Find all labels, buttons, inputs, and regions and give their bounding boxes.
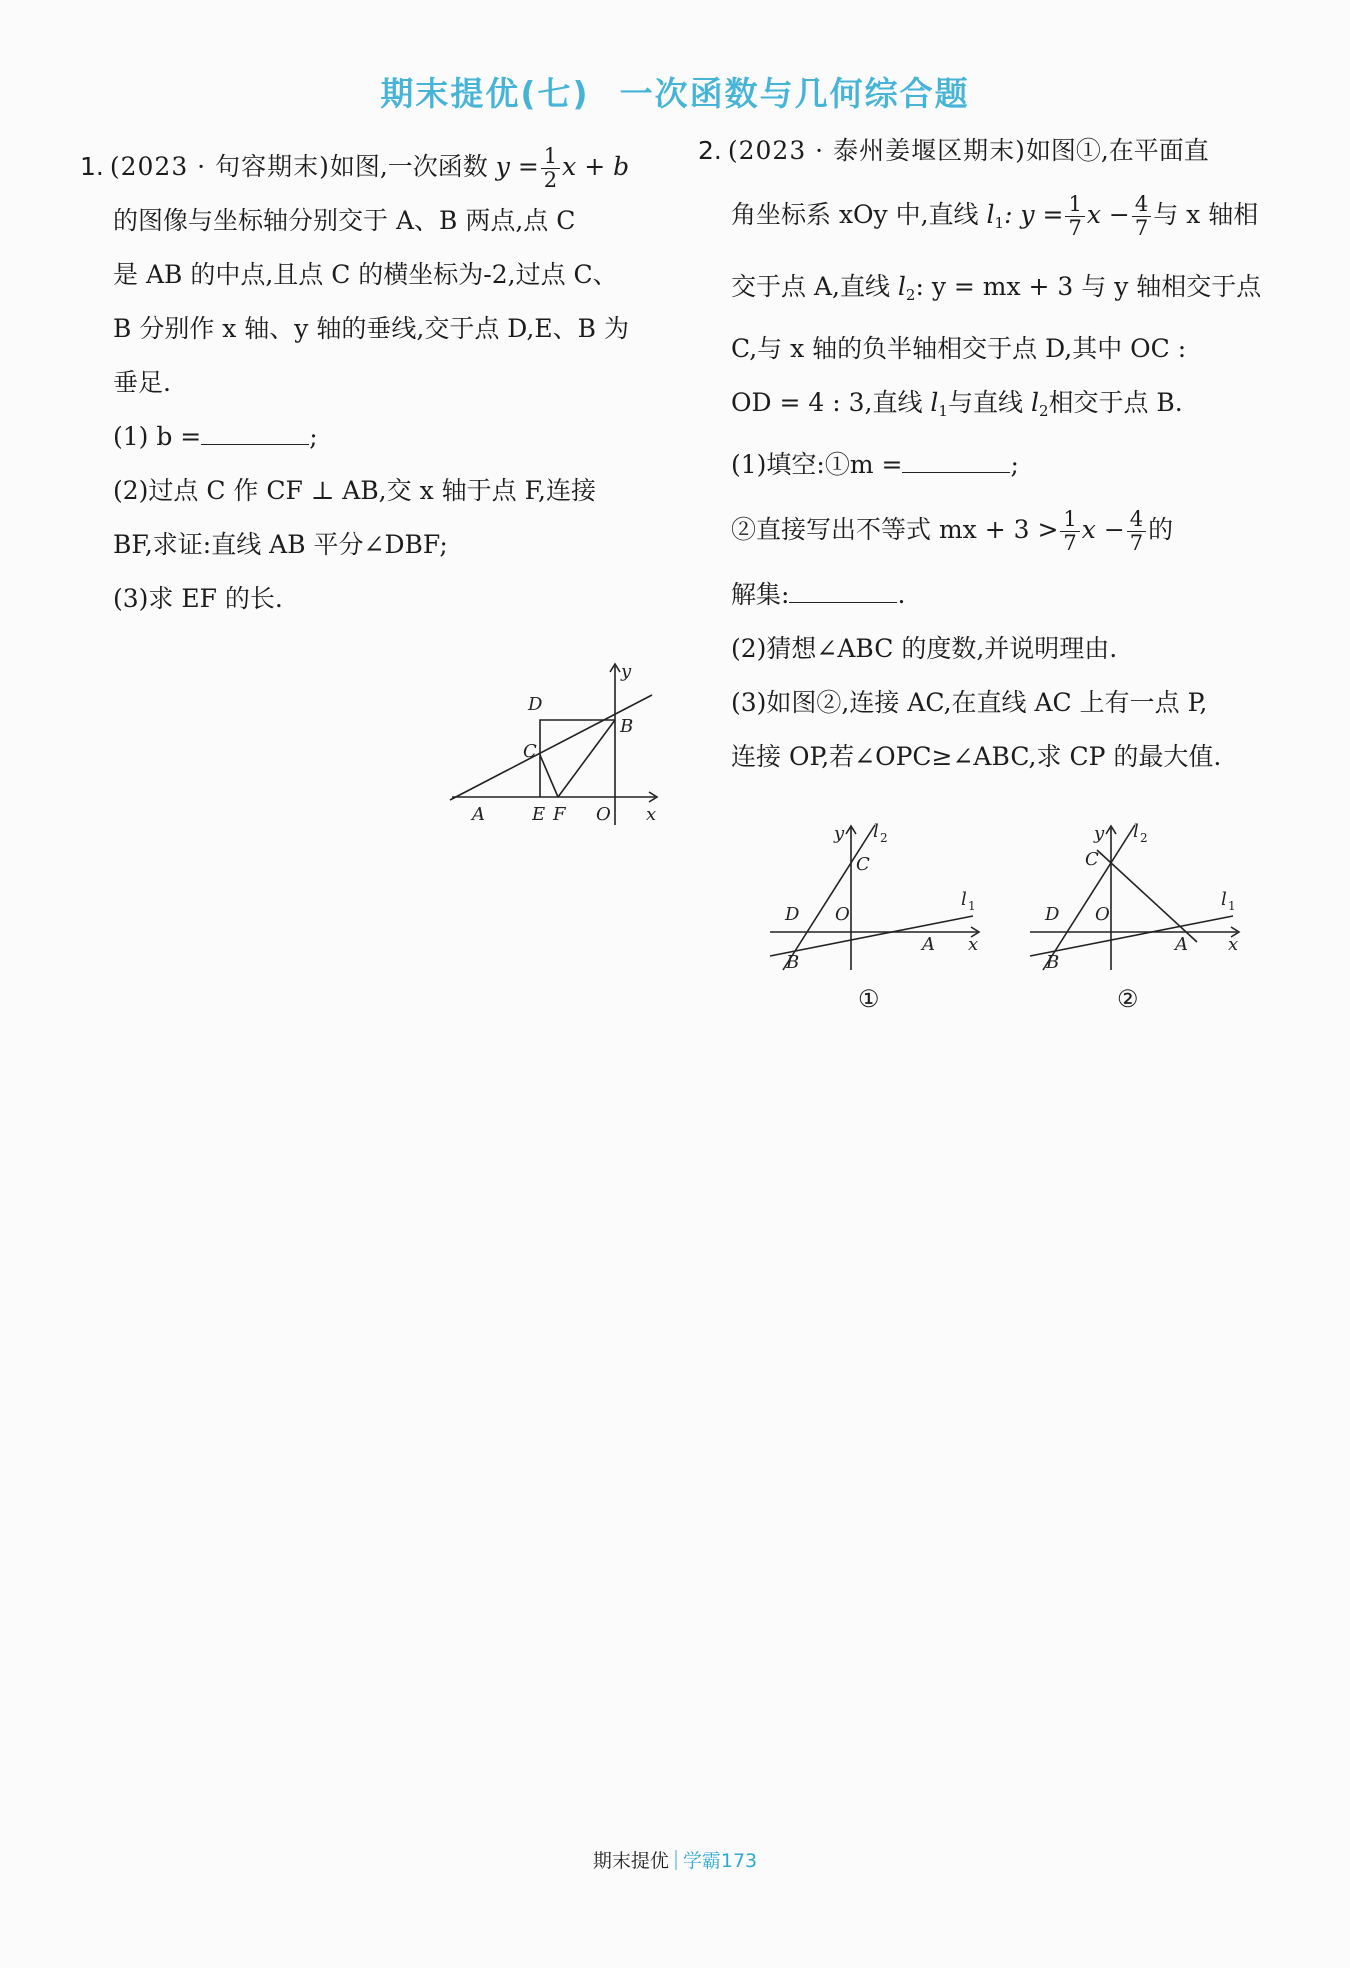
q2-f2-label-x: x xyxy=(1228,934,1239,955)
q1-part-2a: (2)过点 C 作 CF ⊥ AB,交 x 轴于点 F,连接 xyxy=(113,476,596,505)
q2-figure-1-caption: ① xyxy=(858,985,880,1013)
q2-f2-label-y: y xyxy=(1094,823,1105,844)
q2-frac-3 xyxy=(1060,508,1079,555)
question-1 xyxy=(80,140,670,626)
q2-answer-blank-m[interactable] xyxy=(902,450,1010,473)
q2-solution-end: . xyxy=(897,580,906,609)
q1-eq-y: y = xyxy=(495,152,539,181)
q1-figure xyxy=(440,660,670,830)
q2-f1-line-l2 xyxy=(783,825,875,970)
q2-solution-label: 解集: xyxy=(731,580,790,609)
q2-frac-4-den: 7 xyxy=(1129,531,1144,555)
q1-number: 1. xyxy=(80,152,104,181)
q2-line-4: C,与 x 轴的负半轴相交于点 D,其中 OC : xyxy=(731,334,1187,363)
q2-line-1 xyxy=(698,124,1298,178)
q2-l1-sub: 1 xyxy=(994,214,1005,232)
q1-part-1 xyxy=(80,410,670,464)
q2-f1-line-l1 xyxy=(770,916,973,956)
q2-part-1c xyxy=(698,568,1298,622)
q2-line-3 xyxy=(698,260,1298,322)
q2-l1-mid: x − xyxy=(1086,200,1130,229)
q2-frac-3-num: 1 xyxy=(1060,508,1079,532)
q2-part-3a: (3)如图②,连接 AC,在直线 AC 上有一点 P, xyxy=(731,688,1208,717)
question-2 xyxy=(698,124,1298,784)
q2-frac-3-den: 7 xyxy=(1063,531,1077,555)
q1-label-y: y xyxy=(621,661,632,682)
q1-part-1-label: (1) b = xyxy=(113,422,202,451)
q2-text-3: 交于点 A,直线 xyxy=(731,272,890,301)
q1-part-1-end: ; xyxy=(309,422,318,451)
q2-f2-label-l2: l xyxy=(1133,821,1139,842)
q1-part-3: (3)求 EF 的长. xyxy=(113,584,283,613)
page-footer xyxy=(0,1846,1350,1873)
q2-frac-1-den: 7 xyxy=(1068,216,1082,240)
q1-rect-de xyxy=(540,720,615,797)
q1-line-3: 是 AB 的中点,且点 C 的横坐标为-2,过点 C、 xyxy=(113,260,618,289)
q2-f2-label-a: A xyxy=(1175,934,1188,955)
q2-f2-label-l2-sub: 2 xyxy=(1140,831,1148,845)
q2-f2-label-l1: l xyxy=(1221,889,1227,910)
q2-f2-line-ac xyxy=(1097,850,1197,942)
q2-f2-label-c: C xyxy=(1085,849,1099,870)
q2-f1-label-a: A xyxy=(922,934,935,955)
title-left: 期末提优(七) xyxy=(380,74,590,113)
q2-text-5a: OD = 4 : 3,直线 xyxy=(731,388,923,417)
q2-part-1-end: ; xyxy=(1010,450,1019,479)
q2-f1-label-o: O xyxy=(835,904,850,925)
q2-f2-line-l1 xyxy=(1030,916,1233,956)
q2-f1-label-d: D xyxy=(785,904,800,925)
title-right: 一次函数与几何综合题 xyxy=(619,74,970,113)
q2-text-1: 如图①,在平面直 xyxy=(1025,136,1209,165)
page-number: 173 xyxy=(720,1850,758,1872)
q2-frac-4-num: 4 xyxy=(1127,508,1146,532)
q1-line-ab xyxy=(450,695,652,800)
q2-l2-ref: l xyxy=(1030,388,1039,417)
q2-f1-label-l1: l xyxy=(961,889,967,910)
q1-label-d: D xyxy=(528,694,543,715)
q2-f1-label-l2-sub: 2 xyxy=(880,831,888,845)
q2-l1-ref-sub: 1 xyxy=(938,402,948,420)
q2-l1-tail: 与 x 轴相 xyxy=(1153,200,1259,229)
q2-line-2 xyxy=(698,178,1298,260)
q2-frac-1 xyxy=(1065,193,1084,240)
q1-segment-cf xyxy=(540,755,558,797)
q2-f1-label-l2: l xyxy=(873,821,879,842)
q1-line-5: 垂足. xyxy=(113,368,171,397)
q2-inequality-mid: x − xyxy=(1081,515,1125,544)
q2-part-3b: 连接 OP,若∠OPC≥∠ABC,求 CP 的最大值. xyxy=(731,742,1222,771)
q2-l2-ref-sub: 2 xyxy=(1038,402,1049,420)
q2-frac-1-num: 1 xyxy=(1065,193,1084,217)
q1-eq-tail: x + b xyxy=(562,152,630,181)
q2-part-1-label: (1)填空:①m = xyxy=(731,450,903,479)
q1-line-4: B 分别作 x 轴、y 轴的垂线,交于点 D,E、B 为 xyxy=(113,314,629,343)
q1-line-1 xyxy=(80,140,670,194)
q1-label-c: C xyxy=(523,741,537,762)
q2-f2-line-l2 xyxy=(1043,825,1135,970)
q2-inequality-text: ②直接写出不等式 mx + 3 > xyxy=(731,515,1059,544)
q2-part-1b xyxy=(698,492,1298,568)
q1-line-2: 的图像与坐标轴分别交于 A、B 两点,点 C xyxy=(113,206,576,235)
q2-l2-sub: 2 xyxy=(905,286,916,304)
q2-l2-symbol: l xyxy=(897,272,906,301)
q2-l2-eq: : y = mx + 3 与 y 轴相交于点 xyxy=(915,272,1262,301)
q2-figure-2-caption: ② xyxy=(1117,985,1139,1013)
q2-part-2: (2)猜想∠ABC 的度数,并说明理由. xyxy=(731,634,1118,663)
q2-f1-label-c: C xyxy=(856,854,870,875)
q1-label-f: F xyxy=(553,804,566,825)
footer-section: 期末提优 xyxy=(592,1850,669,1872)
q2-text-5b: 与直线 xyxy=(947,388,1023,417)
q1-part-2b: BF,求证:直线 AB 平分∠DBF; xyxy=(113,530,448,559)
q2-l1-eq: : y = xyxy=(1004,200,1064,229)
q1-source: (2023 · 句容期末) xyxy=(109,152,330,181)
q1-label-a: A xyxy=(472,804,485,825)
q2-frac-2-den: 7 xyxy=(1134,216,1149,240)
q1-label-o: O xyxy=(596,804,611,825)
q2-l1-ref: l xyxy=(930,388,939,417)
q2-frac-2-num: 4 xyxy=(1132,193,1151,217)
q2-number: 2. xyxy=(698,136,722,165)
page-title xyxy=(0,68,1350,115)
q2-figure-1 xyxy=(765,820,990,980)
q1-fraction xyxy=(541,145,560,192)
q2-text-5c: 相交于点 B. xyxy=(1048,388,1183,417)
q2-f2-label-o: O xyxy=(1095,904,1110,925)
q1-segment-bf xyxy=(558,720,615,797)
q2-frac-2 xyxy=(1132,193,1151,240)
q2-answer-blank-solution[interactable] xyxy=(789,580,897,603)
q2-l1-symbol: l xyxy=(986,200,995,229)
q1-text: 如图,一次函数 xyxy=(329,152,488,181)
q1-frac-num: 1 xyxy=(541,145,560,169)
q2-figure-2 xyxy=(1025,820,1250,980)
q2-source: (2023 · 泰州姜堰区期末) xyxy=(727,136,1026,165)
q1-label-x: x xyxy=(646,804,657,825)
q2-f1-label-y: y xyxy=(834,823,845,844)
q1-answer-blank[interactable] xyxy=(201,422,309,445)
q2-f1-label-x: x xyxy=(968,934,979,955)
q2-f2-label-b: B xyxy=(1046,952,1060,973)
q2-f2-label-l1-sub: 1 xyxy=(1228,899,1236,913)
q1-frac-den: 2 xyxy=(543,168,558,192)
q2-inequality-tail: 的 xyxy=(1148,515,1174,544)
q2-part-1 xyxy=(698,438,1298,492)
q2-f1-label-l1-sub: 1 xyxy=(968,899,976,913)
footer-brand: 学霸 xyxy=(682,1850,721,1872)
q2-frac-4 xyxy=(1127,508,1146,555)
q2-line-5 xyxy=(698,376,1298,438)
q2-f1-label-b: B xyxy=(786,952,800,973)
q2-text-2: 角坐标系 xOy 中,直线 xyxy=(731,200,979,229)
q2-f2-label-d: D xyxy=(1045,904,1060,925)
q1-label-e: E xyxy=(532,804,546,825)
q1-label-b: B xyxy=(620,716,634,737)
